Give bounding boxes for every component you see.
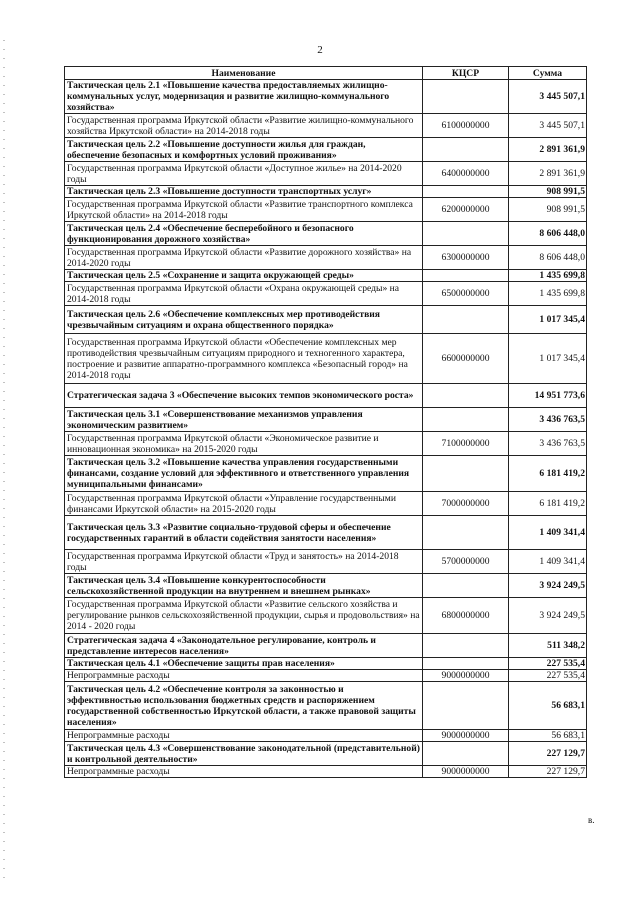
table-row	[65, 162, 587, 186]
table-row	[65, 198, 587, 222]
table-row	[65, 730, 587, 742]
row-code	[423, 138, 509, 162]
row-code: 9000000000	[423, 670, 509, 682]
row-code: 6400000000	[423, 162, 509, 186]
row-sum: 1 435 699,8	[509, 270, 587, 282]
row-code	[423, 456, 509, 492]
table-row	[65, 138, 587, 162]
table-row	[65, 282, 587, 306]
row-code: 5700000000	[423, 550, 509, 574]
row-code	[423, 742, 509, 766]
row-code	[423, 658, 509, 670]
table-row	[65, 186, 587, 198]
table-row	[65, 306, 587, 334]
row-name: Тактическая цель 2.6 «Обеспечение комплексных мер противодействия чрезвычайным ситуациям и охрана общественного порядка»	[65, 306, 423, 334]
table-row	[65, 658, 587, 670]
table-header-row	[65, 67, 587, 80]
row-code	[423, 408, 509, 432]
budget-table	[64, 66, 587, 778]
row-sum: 6 181 419,2	[509, 456, 587, 492]
row-name: Государственная программа Иркутской области «Труд и занятость» на 2014-2018 годы	[65, 550, 423, 574]
row-code: 6100000000	[423, 114, 509, 138]
row-name: Тактическая цель 4.3 «Совершенствование законодательной (представительной) и контрольной деятельности»	[65, 742, 423, 766]
row-name: Государственная программа Иркутской области «Охрана окружающей среды» на 2014-2018 годы	[65, 282, 423, 306]
row-name: Тактическая цель 2.4 «Обеспечение бесперебойного и безопасного функционирования дорожного хозяйства»	[65, 222, 423, 246]
row-sum: 56 683,1	[509, 682, 587, 730]
row-code: 7000000000	[423, 492, 509, 516]
table-row	[65, 456, 587, 492]
row-code	[423, 574, 509, 598]
table-row	[65, 670, 587, 682]
table-row	[65, 384, 587, 408]
row-sum: 3 924 249,5	[509, 574, 587, 598]
table-row	[65, 682, 587, 730]
table-row	[65, 598, 587, 634]
table-row	[65, 222, 587, 246]
row-name: Тактическая цель 2.1 «Повышение качества предоставляемых жилищно-коммунальных услуг, модернизация и развитие жилищно-коммунального хозяйства»	[65, 80, 423, 114]
row-sum: 8 606 448,0	[509, 246, 587, 270]
table-row	[65, 432, 587, 456]
row-name: Тактическая цель 3.4 «Повышение конкурентоспособности сельскохозяйственной продукции на внутреннем и внешнем рынках»	[65, 574, 423, 598]
row-sum: 14 951 773,6	[509, 384, 587, 408]
table-row	[65, 634, 587, 658]
row-name: Непрограммные расходы	[65, 766, 423, 778]
table-row	[65, 742, 587, 766]
row-name: Стратегическая задача 4 «Законодательное регулирование, контроль и представление интересов населения»	[65, 634, 423, 658]
row-sum: 3 445 507,1	[509, 80, 587, 114]
row-name: Государственная программа Иркутской области «Развитие сельского хозяйства и регулирование рынков сельскохозяйственной продукции, сырья и продовольствия» на 2014 - 2020 годы	[65, 598, 423, 634]
row-name: Тактическая цель 3.3 «Развитие социально-трудовой сферы и обеспечение государственных гарантий в области содействия занятости населения»	[65, 516, 423, 550]
row-code: 7100000000	[423, 432, 509, 456]
budget-table-container	[64, 66, 586, 778]
row-name: Государственная программа Иркутской области «Развитие дорожного хозяйства» на 2014-2020 годы	[65, 246, 423, 270]
row-name: Тактическая цель 3.1 «Совершенствование механизмов управления экономическим развитием»	[65, 408, 423, 432]
row-code: 6800000000	[423, 598, 509, 634]
row-sum: 1 017 345,4	[509, 334, 587, 384]
row-code	[423, 270, 509, 282]
row-sum: 1 409 341,4	[509, 550, 587, 574]
row-sum: 3 436 763,5	[509, 408, 587, 432]
row-sum: 2 891 361,9	[509, 138, 587, 162]
row-sum: 2 891 361,9	[509, 162, 587, 186]
table-row	[65, 550, 587, 574]
row-code	[423, 80, 509, 114]
row-sum: 227 535,4	[509, 658, 587, 670]
row-name: Тактическая цель 4.1 «Обеспечение защиты прав населения»	[65, 658, 423, 670]
row-name: Государственная программа Иркутской области «Развитие транспортного комплекса Иркутской области» на 2014-2018 годы	[65, 198, 423, 222]
row-code: 9000000000	[423, 730, 509, 742]
row-sum: 1 017 345,4	[509, 306, 587, 334]
row-sum: 8 606 448,0	[509, 222, 587, 246]
row-name: Тактическая цель 2.5 «Сохранение и защита окружающей среды»	[65, 270, 423, 282]
row-code: 9000000000	[423, 766, 509, 778]
row-sum: 908 991,5	[509, 198, 587, 222]
header-code: КЦСР	[423, 67, 509, 80]
table-row	[65, 80, 587, 114]
row-name: Государственная программа Иркутской области «Обеспечение комплексных мер противодействия чрезвычайным ситуациям природного и техногенного характера, построение и развитие аппаратно-программного комплекса «Безопасный город» на 2014-2018 годы	[65, 334, 423, 384]
table-row	[65, 516, 587, 550]
row-sum: 3 445 507,1	[509, 114, 587, 138]
table-row	[65, 766, 587, 778]
row-sum: 3 924 249,5	[509, 598, 587, 634]
trailing-mark: в.	[588, 815, 595, 825]
row-name: Непрограммные расходы	[65, 670, 423, 682]
row-sum: 227 129,7	[509, 742, 587, 766]
row-name: Стратегическая задача 3 «Обеспечение высоких темпов экономического роста»	[65, 384, 423, 408]
row-code	[423, 634, 509, 658]
scan-margin-marks	[3, 40, 5, 880]
table-row	[65, 492, 587, 516]
row-name: Тактическая цель 2.2 «Повышение доступности жилья для граждан, обеспечение безопасных и комфортных условий проживания»	[65, 138, 423, 162]
table-row	[65, 114, 587, 138]
row-code	[423, 222, 509, 246]
row-name: Тактическая цель 2.3 «Повышение доступности транспортных услуг»	[65, 186, 423, 198]
row-code: 6600000000	[423, 334, 509, 384]
row-code	[423, 516, 509, 550]
row-name: Тактическая цель 3.2 «Повышение качества управления государственными финансами, создание условий для эффективного и ответственного управления муниципальными финансами»	[65, 456, 423, 492]
row-sum: 908 991,5	[509, 186, 587, 198]
row-code	[423, 186, 509, 198]
row-name: Государственная программа Иркутской области «Доступное жилье» на 2014-2020 годы	[65, 162, 423, 186]
table-row	[65, 270, 587, 282]
table-row	[65, 408, 587, 432]
row-sum: 3 436 763,5	[509, 432, 587, 456]
row-sum: 1 435 699,8	[509, 282, 587, 306]
row-code	[423, 306, 509, 334]
row-name: Государственная программа Иркутской области «Управление государственными финансами Иркутской области» на 2015-2020 годы	[65, 492, 423, 516]
row-code: 6200000000	[423, 198, 509, 222]
row-code	[423, 682, 509, 730]
row-sum: 6 181 419,2	[509, 492, 587, 516]
table-row	[65, 334, 587, 384]
row-sum: 1 409 341,4	[509, 516, 587, 550]
table-row	[65, 574, 587, 598]
row-code: 6500000000	[423, 282, 509, 306]
row-sum: 511 348,2	[509, 634, 587, 658]
row-name: Тактическая цель 4.2 «Обеспечение контроля за законностью и эффективностью использования бюджетных средств и распоряжением государственной собственностью Иркутской области, а также правовой защиты населения»	[65, 682, 423, 730]
row-code	[423, 384, 509, 408]
table-row	[65, 246, 587, 270]
header-name: Наименование	[65, 67, 423, 80]
header-sum: Сумма	[509, 67, 587, 80]
row-sum: 227 535,4	[509, 670, 587, 682]
row-code: 6300000000	[423, 246, 509, 270]
row-sum: 56 683,1	[509, 730, 587, 742]
row-sum: 227 129,7	[509, 766, 587, 778]
row-name: Государственная программа Иркутской области «Развитие жилищно-коммунального хозяйства Иркутской области» на 2014-2018 годы	[65, 114, 423, 138]
page-number: 2	[317, 44, 323, 56]
row-name: Государственная программа Иркутской области «Экономическое развитие и инновационная экономика» на 2015-2020 годы	[65, 432, 423, 456]
row-name: Непрограммные расходы	[65, 730, 423, 742]
